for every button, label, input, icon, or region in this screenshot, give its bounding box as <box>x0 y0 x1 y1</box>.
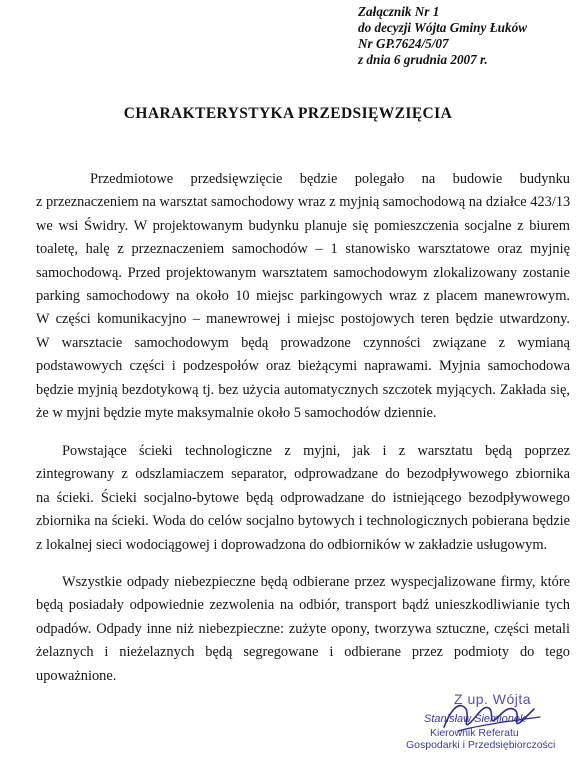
paragraph-line: Wszystkie odpady niebezpieczne będą odbierane przez wyspecjalizowane firmy, które <box>62 574 570 590</box>
stamp-role-line2: Gospodarki i Przedsiębiorczości <box>406 739 556 751</box>
paragraph-line: będzie myjnią bezdotykową tj. bez użycia automatycznych szczotek myjących. Zakłada się, <box>36 381 570 398</box>
paragraph-line: żelaznych i nieżelaznych będą segregowane i odbierane przez podmioty do tego <box>36 644 570 661</box>
stamp-role-line1: Kierownik Referatu <box>430 727 519 739</box>
paragraph-project-description <box>36 168 570 425</box>
paragraph-line: będą posiadały odpowiednie zezwolenia na odbiór, transport bądź unieszkodliwianie tych <box>36 597 570 614</box>
stamp-authorization: Z up. Wójta <box>454 691 532 707</box>
paragraph-line: zintegrowany z odszlamiaczem separator, odprowadzane do bezodpływowego zbiornika <box>36 466 570 483</box>
attachment-header <box>358 4 527 68</box>
header-line-attachment: Załącznik Nr 1 <box>358 4 440 19</box>
document-title: CHARAKTERYSTYKA PRZEDSIĘWZIĘCIA <box>123 105 453 122</box>
paragraph-line: z lokalnej sieci wodociągowej i doprowadzona do odbiorników w zakładzie usługowym. <box>36 536 548 553</box>
header-line-number: Nr GP.7624/5/07 <box>358 36 449 51</box>
paragraph-line: Powstające ścieki technologiczne z myjni, jak i z warsztatu będą poprzez <box>62 443 570 459</box>
paragraph-line: podstawowych części i podzespołów oraz bieżącymi naprawami. Myjnia samochodowa <box>36 358 570 375</box>
paragraph-line: upoważnione. <box>36 667 117 684</box>
paragraph-line: samochodową. Przed projektowanym warsztatem samochodowym zlokalizowany zostanie <box>36 264 570 281</box>
paragraph-line: we wsi Świdry. W projektowanym budynku planuje się pomieszczenia socjalne z biurem <box>36 217 570 234</box>
paragraph-waste-disposal <box>36 571 570 688</box>
signature-stamp <box>400 687 576 759</box>
paragraph-line: na ścieki. Ścieki socjalno-bytowe będą odprowadzane do istniejącego bezodpływowego <box>36 489 570 506</box>
paragraph-wastewater <box>36 440 570 557</box>
paragraph-line: zbiornika na ścieki. Woda do celów socjalno bytowych i technologicznych pobierana będzie <box>36 513 570 530</box>
paragraph-line: że w myjni będzie myte maksymalnie około 5 samochodów dziennie. <box>36 405 437 422</box>
paragraph-line: W warsztacie samochodowym będą prowadzone czynności związane z wymianą <box>36 334 570 351</box>
paragraph-line: toaletę, halę z przeznaczeniem samochodów – 1 stanowisko warsztatowe oraz myjnię <box>36 241 570 258</box>
stamp-name: Stanisław Siemionek <box>424 713 526 725</box>
header-line-date: z dnia 6 grudnia 2007 r. <box>358 52 488 67</box>
paragraph-line: odpadów. Odpady inne niż niebezpieczne: zużyte opony, tworzywa sztuczne, części metali <box>36 620 570 637</box>
paragraph-line: Przedmiotowe przedsięwzięcie będzie polegało na budowie budynku <box>90 171 570 187</box>
header-line-decision: do decyzji Wójta Gminy Łuków <box>358 20 527 35</box>
paragraph-line: parking samochodowy na około 10 miejsc parkingowych wraz z placem manewrowym. <box>36 288 570 305</box>
paragraph-line: z przeznaczeniem na warsztat samochodowy wraz z myjnią samochodową na działce 423/13 <box>36 194 571 211</box>
handwritten-signature-icon <box>400 687 576 759</box>
paragraph-line: W części komunikacyjno – manewrowej i miejsc postojowych teren będzie utwardzony. <box>36 311 570 328</box>
